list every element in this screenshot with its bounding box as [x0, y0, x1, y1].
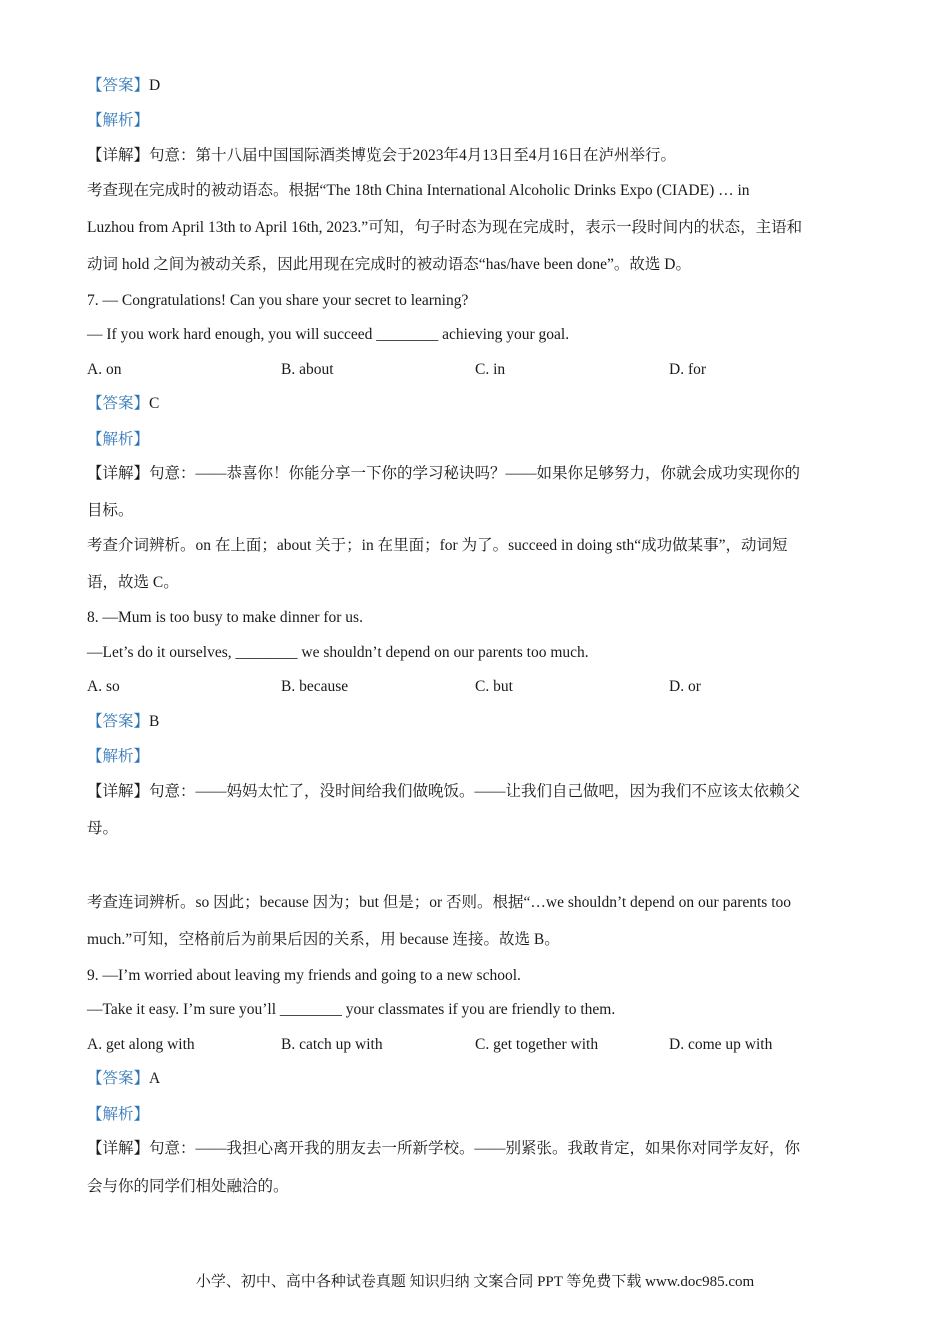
analysis-tag: 【解析】	[87, 112, 150, 129]
q6-analysis-tag	[87, 111, 149, 131]
q9-detail-2: 会与你的同学们相处融洽的。	[87, 1178, 289, 1195]
detail-tag: 【详解】	[87, 1140, 150, 1157]
answer-tag: 【答案】	[87, 77, 150, 94]
q8-answer-line	[87, 712, 159, 732]
q7-option-d: D. for	[669, 361, 707, 378]
q9-answer-line	[87, 1069, 160, 1089]
q9-option-c: C. get together with	[475, 1036, 599, 1053]
q7-answer: C	[149, 395, 160, 412]
q8-option-a: A. so	[87, 678, 120, 695]
q7-detail-text: 句意：——恭喜你！你能分享一下你的学习秘诀吗？——如果你足够努力，你就会成功实现你的	[149, 465, 801, 482]
answer-tag: 【答案】	[87, 395, 150, 412]
q7-detail-2: 目标。	[87, 502, 134, 519]
q8-option-b: B. because	[281, 678, 349, 695]
q9-analysis-tag	[87, 1105, 149, 1125]
detail-tag: 【详解】	[87, 465, 150, 482]
q8-option-d: D. or	[669, 678, 701, 695]
q7-explanation-2: 语，故选 C。	[87, 574, 179, 591]
q8-option-c: C. but	[475, 678, 513, 695]
q9-detail-line	[87, 1139, 800, 1159]
q6-explanation-1: 考查现在完成时的被动语态。根据“The 18th China International Alcoholic Drinks Expo (CIADE) … in	[87, 182, 750, 199]
q8-detail-2: 母。	[87, 820, 119, 837]
q6-detail-text: 句意：第十八届中国国际酒类博览会于2023年4月13日至4月16日在泸州举行。	[149, 147, 677, 164]
q7-explanation-1: 考查介词辨析。on 在上面；about 关于；in 在里面；for 为了。succeed in doing sth“成功做某事”，动词短	[87, 537, 788, 554]
q7-option-c: C. in	[475, 361, 506, 378]
answer-tag: 【答案】	[87, 713, 150, 730]
q7-stem-2: — If you work hard enough, you will succeed ________ achieving your goal.	[87, 326, 570, 343]
q9-answer: A	[149, 1070, 161, 1087]
q8-answer: B	[149, 713, 160, 730]
q8-stem-2: —Let’s do it ourselves, ________ we shouldn’t depend on our parents too much.	[87, 644, 589, 661]
q9-stem-2: —Take it easy. I’m sure you’ll ________ your classmates if you are friendly to them.	[87, 1001, 616, 1018]
q6-detail-line	[87, 146, 676, 166]
q8-explanation-2: much.”可知，空格前后为前果后因的关系，用 because 连接。故选 B。	[87, 931, 560, 948]
analysis-tag: 【解析】	[87, 1106, 150, 1123]
answer-tag: 【答案】	[87, 1070, 150, 1087]
q6-answer-line	[87, 76, 160, 96]
analysis-tag: 【解析】	[87, 748, 150, 765]
q7-detail-line	[87, 464, 800, 484]
q9-detail-text: 句意：——我担心离开我的朋友去一所新学校。——别紧张。我敢肯定，如果你对同学友好，你	[149, 1140, 801, 1157]
q9-option-b: B. catch up with	[281, 1036, 383, 1053]
q8-analysis-tag	[87, 747, 149, 767]
detail-tag: 【详解】	[87, 783, 150, 800]
q9-option-d: D. come up with	[669, 1036, 773, 1053]
q6-explanation-2: Luzhou from April 13th to April 16th, 2023.”可知，句子时态为现在完成时，表示一段时间内的状态，主语和	[87, 219, 803, 236]
analysis-tag: 【解析】	[87, 431, 150, 448]
q6-explanation-3: 动词 hold 之间为被动关系，因此用现在完成时的被动语态“has/have been done”。故选 D。	[87, 256, 692, 273]
q7-stem-1: 7. — Congratulations! Can you share your secret to learning?	[87, 292, 469, 309]
q7-option-a: A. on	[87, 361, 122, 378]
q8-stem-1: 8. —Mum is too busy to make dinner for us.	[87, 609, 363, 626]
q7-answer-line	[87, 394, 159, 414]
q7-option-b: B. about	[281, 361, 334, 378]
q8-detail-line	[87, 782, 800, 802]
q9-stem-1: 9. —I’m worried about leaving my friends and going to a new school.	[87, 967, 521, 984]
q7-analysis-tag	[87, 430, 149, 450]
q6-answer: D	[149, 77, 161, 94]
page-footer: 小学、初中、高中各种试卷真题 知识归纳 文案合同 PPT 等免费下载 www.doc985.com	[195, 1274, 755, 1290]
q8-detail-text: 句意：——妈妈太忙了，没时间给我们做晚饭。——让我们自己做吧，因为我们不应该太依赖父	[149, 783, 801, 800]
q8-explanation-1: 考查连词辨析。so 因此；because 因为；but 但是；or 否则。根据“…we shouldn’t depend on our parents too	[87, 894, 792, 911]
detail-tag: 【详解】	[87, 147, 150, 164]
q9-option-a: A. get along with	[87, 1036, 195, 1053]
